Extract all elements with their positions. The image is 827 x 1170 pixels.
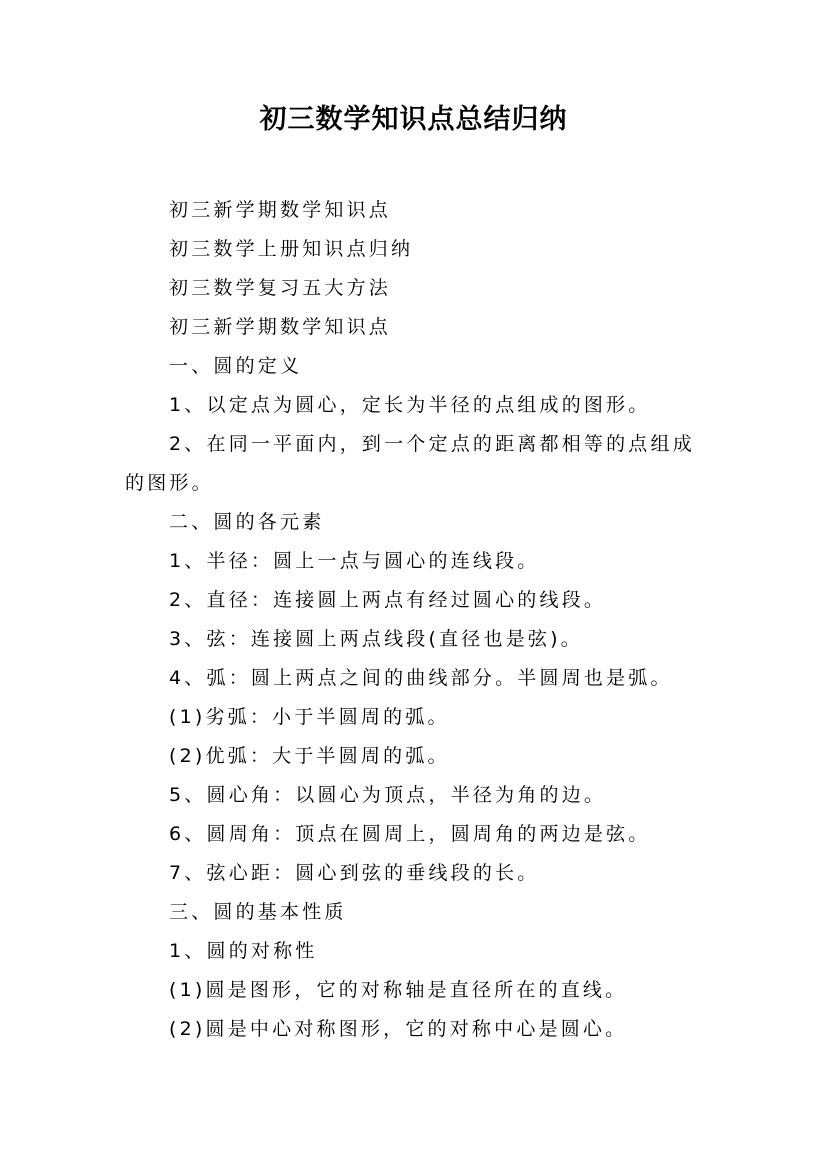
paragraph: 2、在同一平面内，到一个定点的距离都相等的点组成的图形。 (125, 433, 695, 494)
paragraph: (2)优弧：大于半圆周的弧。 (169, 745, 450, 767)
paragraph: 1、圆的对称性 (169, 940, 318, 962)
section-heading: 一、圆的定义 (169, 355, 303, 377)
paragraph: 5、圆心角：以圆心为顶点，半径为角的边。 (169, 784, 607, 806)
paragraph: 7、弦心距：圆心到弦的垂线段的长。 (169, 862, 540, 884)
paragraph: 3、弦：连接圆上两点线段(直径也是弦)。 (169, 628, 583, 650)
paragraph: 1、以定点为圆心，定长为半径的点组成的图形。 (169, 394, 651, 416)
paragraph: 6、圆周角：顶点在圆周上，圆周角的两边是弦。 (169, 823, 651, 845)
paragraph: (1)圆是图形，它的对称轴是直径所在的直线。 (169, 979, 628, 1001)
paragraph: 初三数学复习五大方法 (169, 277, 392, 299)
section-heading: 三、圆的基本性质 (169, 901, 347, 923)
document-body (125, 191, 710, 1049)
paragraph: 1、半径：圆上一点与圆心的连线段。 (169, 550, 540, 572)
paragraph: (1)劣弧：小于半圆周的弧。 (169, 706, 450, 728)
document-title: 初三数学知识点总结归纳 (259, 104, 568, 135)
paragraph: (2)圆是中心对称图形，它的对称中心是圆心。 (169, 1018, 628, 1040)
paragraph: 2、直径：连接圆上两点有经过圆心的线段。 (169, 589, 607, 611)
paragraph: 初三新学期数学知识点 (169, 316, 392, 338)
paragraph: 初三数学上册知识点归纳 (169, 238, 414, 260)
section-heading: 二、圆的各元素 (169, 511, 325, 533)
paragraph: 4、弧：圆上两点之间的曲线部分。半圆周也是弧。 (169, 667, 673, 689)
paragraph: 初三新学期数学知识点 (169, 199, 392, 221)
